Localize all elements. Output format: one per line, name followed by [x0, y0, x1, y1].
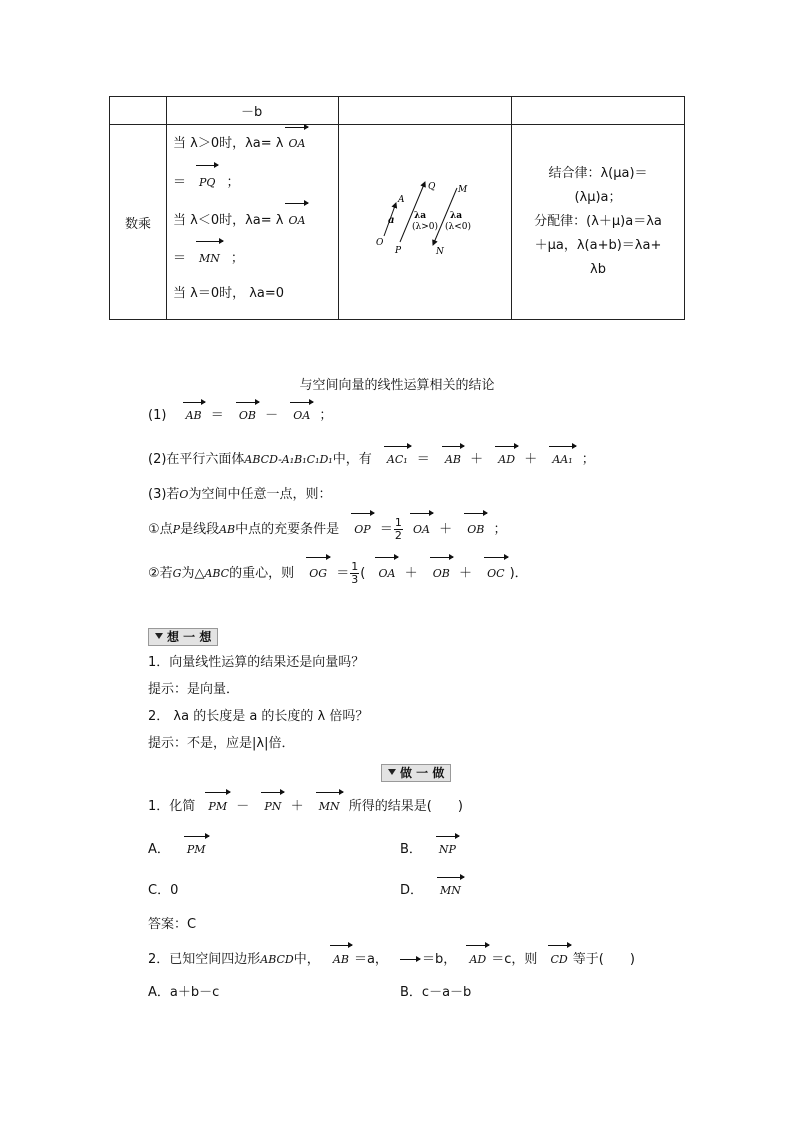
- conclusion-3: [148, 485, 331, 505]
- def-line-5-text: 当 λ＝0时， λa=0: [173, 286, 285, 301]
- c4-end: ；: [493, 522, 507, 537]
- def-line-4: [173, 245, 338, 283]
- conclusion-5: [148, 561, 528, 587]
- c5-plus: ＋: [404, 566, 418, 581]
- vector-AD: AD: [495, 450, 518, 470]
- option-b[interactable]: [400, 840, 461, 860]
- table-cell: [339, 97, 512, 125]
- def-line-4-text: ＝: [173, 251, 187, 266]
- quadrilateral-name: ABCD: [260, 953, 294, 966]
- vector-OA: OA: [290, 406, 313, 426]
- vector-MN: MN: [316, 796, 343, 818]
- neg-b-text: －b: [241, 105, 263, 120]
- vector-AC1: AC₁: [384, 450, 411, 470]
- c2-mid: 中，有: [332, 452, 372, 467]
- def-line-2: [173, 169, 338, 207]
- pq1-prefix: 1．化简: [148, 799, 196, 814]
- q2-option-b[interactable]: B．c－a－b: [400, 985, 472, 1000]
- q2-option-a[interactable]: A．a＋b－c: [148, 985, 220, 1000]
- label-cond-positive: (λ>0): [412, 222, 438, 232]
- c3-rest: 为空间中任意一点，则：: [188, 487, 332, 502]
- def-line-1: [173, 131, 338, 169]
- vector-OA: OA: [410, 517, 433, 543]
- vector-OB: OB: [236, 406, 259, 426]
- triangle-down-icon: [155, 633, 163, 639]
- label-N: N: [436, 247, 444, 257]
- triangle-down-icon: [388, 769, 396, 775]
- laws-line-2: (λμ)a；: [574, 190, 622, 205]
- vector-OP: OP: [351, 517, 373, 543]
- c5-plus: ＋: [458, 566, 472, 581]
- c4-p1: ①点: [148, 522, 173, 537]
- vector-OA: OA: [285, 131, 308, 157]
- option-d-label: D．: [400, 883, 424, 898]
- c4-eq: ＝: [379, 522, 393, 537]
- c5-p1: ②若: [148, 566, 173, 581]
- think-q2: 2． λa 的长度是 a 的长度的 λ 倍吗？: [148, 709, 369, 724]
- def-line-4-end: ；: [230, 251, 244, 266]
- vector-OG: OG: [306, 561, 330, 587]
- vector-CD: CD: [548, 949, 571, 971]
- option-a-label: A．: [148, 842, 170, 857]
- diagram-cell: [339, 125, 512, 320]
- scalar-mult-label: 数乘: [124, 216, 151, 232]
- conclusion-4: [148, 517, 507, 543]
- def-line-5: [173, 283, 338, 313]
- table-row: [110, 125, 685, 320]
- pq2-t3: ＝c，则: [491, 952, 538, 967]
- vector-PN: PN: [261, 796, 284, 818]
- laws-text: [512, 162, 684, 282]
- point-P: P: [172, 523, 181, 536]
- definition-cell: [167, 125, 339, 320]
- c5-p3: 的重心，则: [229, 566, 295, 581]
- pq1-plus: ＋: [290, 799, 304, 814]
- vector-AB: AB: [183, 406, 205, 426]
- vector-OB: OB: [464, 517, 487, 543]
- vector-NP: NP: [436, 840, 459, 860]
- pq2-mid: 中，: [293, 952, 320, 967]
- vector-OB: OB: [430, 561, 453, 587]
- c4-p2: 是线段: [180, 522, 220, 537]
- def-line-3: [173, 207, 338, 245]
- c1-end: ；: [319, 408, 333, 423]
- c2-plus: ＋: [470, 452, 484, 467]
- think-tag: [148, 628, 218, 646]
- fraction-denominator: 3: [351, 573, 359, 586]
- c1-minus: －: [265, 408, 279, 423]
- scalar-mult-diagram: [339, 125, 511, 319]
- practice-badge: [381, 764, 451, 782]
- def-line-2-text: ＝: [173, 175, 187, 190]
- label-cond-negative: (λ<0): [445, 222, 471, 232]
- definition-text: [167, 125, 338, 313]
- c2-end: ；: [581, 452, 595, 467]
- c1-prefix: (1): [148, 408, 167, 423]
- vector-AA1: AA₁: [549, 450, 575, 470]
- def-line-1-text: 当 λ＞0时，λa= λ: [173, 136, 284, 151]
- label-lambda-a-1: λa: [414, 211, 427, 221]
- option-b-label: B．: [400, 842, 422, 857]
- vector-MN: MN: [437, 881, 464, 901]
- c3-prefix: (3)若: [148, 487, 180, 502]
- c2-prefix: (2)在平行六面体: [148, 452, 245, 467]
- c4-p3: 中点的充要条件是: [235, 522, 340, 537]
- table-row: [110, 97, 685, 125]
- c2-eq: ＝: [416, 452, 430, 467]
- practice-q2: [148, 949, 635, 971]
- practice-q1: [148, 796, 463, 818]
- label-A: A: [398, 195, 405, 205]
- option-d[interactable]: [400, 881, 466, 901]
- c5-open-paren: (: [360, 566, 366, 581]
- parallelepiped-name: ABCD-A₁B₁C₁D₁: [244, 453, 333, 466]
- table-cell: [512, 97, 685, 125]
- laws-line-5: λb: [590, 262, 606, 277]
- think-badge: [148, 628, 218, 646]
- c5-eq: ＝: [336, 566, 350, 581]
- table-cell: [110, 97, 167, 125]
- think-a2: 提示：不是，应是|λ|倍．: [148, 736, 295, 751]
- laws-line-3: 分配律：(λ＋μ)a＝λa: [534, 214, 662, 229]
- vector-AB: AB: [442, 450, 464, 470]
- table-cell: [167, 97, 339, 125]
- vector-PM: PM: [205, 796, 230, 818]
- vector-PQ: PQ: [196, 169, 218, 197]
- c5-close: )．: [509, 566, 528, 581]
- label-M: M: [458, 185, 468, 195]
- fraction-half: [394, 517, 403, 542]
- conclusions-title: 与空间向量的线性运算相关的结论: [299, 378, 495, 393]
- practice-tag-label: 做 一 做: [400, 766, 445, 780]
- triangle-ABC: ABC: [204, 567, 230, 580]
- laws-line-4: ＋μa，λ(a+b)＝λa+: [534, 238, 662, 253]
- answer-text: 答案：C: [148, 917, 197, 932]
- c4-plus: ＋: [439, 522, 453, 537]
- vector-PM: PM: [184, 840, 209, 860]
- c1-eq: ＝: [210, 408, 224, 423]
- vector-AD: AD: [466, 949, 489, 971]
- point-O: O: [179, 488, 189, 501]
- think-a1: 提示：是向量．: [148, 682, 240, 697]
- conclusion-1: [148, 406, 332, 426]
- vector-OA: OA: [285, 207, 308, 235]
- label-a: a: [388, 215, 395, 226]
- conclusion-2: [148, 450, 595, 470]
- vector-AB: AB: [330, 949, 352, 971]
- fraction-denominator: 2: [394, 529, 402, 542]
- pq1-minus: －: [236, 799, 250, 814]
- label-Q: Q: [428, 182, 436, 192]
- vector-MN: MN: [196, 245, 223, 273]
- def-line-3-text: 当 λ＜0时，λa= λ: [173, 213, 284, 228]
- laws-cell: [512, 125, 685, 320]
- pq2-t1: ＝a，: [353, 952, 388, 967]
- pq2-t2: ＝b，: [422, 952, 457, 967]
- label-O: O: [376, 238, 384, 248]
- fraction-third: [350, 561, 359, 586]
- pq2-t4: 等于( ): [572, 952, 635, 967]
- row-label-cell: [110, 125, 167, 320]
- c5-p2: 为△: [181, 566, 205, 581]
- think-q1: 1．向量线性运算的结果还是向量吗？: [148, 655, 365, 670]
- practice-tag: [381, 764, 451, 782]
- option-a[interactable]: [148, 840, 211, 860]
- c2-plus: ＋: [524, 452, 538, 467]
- vector-OC: OC: [484, 561, 507, 587]
- point-G: G: [172, 567, 182, 580]
- pq1-suffix: 所得的结果是( ): [348, 799, 463, 814]
- def-line-2-end: ；: [226, 175, 240, 190]
- operations-table: [109, 96, 685, 320]
- vector-OA: OA: [375, 561, 398, 587]
- label-P: P: [395, 246, 402, 256]
- fraction-numerator: 1: [351, 560, 359, 573]
- option-c[interactable]: C．0: [148, 883, 179, 898]
- label-lambda-a-2: λa: [450, 211, 463, 221]
- fraction-numerator: 1: [394, 516, 402, 529]
- laws-line-1: 结合律：λ(μa)＝: [548, 166, 648, 181]
- pq2-prefix: 2．已知空间四边形: [148, 952, 261, 967]
- segment-AB: AB: [219, 523, 236, 536]
- think-tag-label: 想 一 想: [167, 630, 212, 644]
